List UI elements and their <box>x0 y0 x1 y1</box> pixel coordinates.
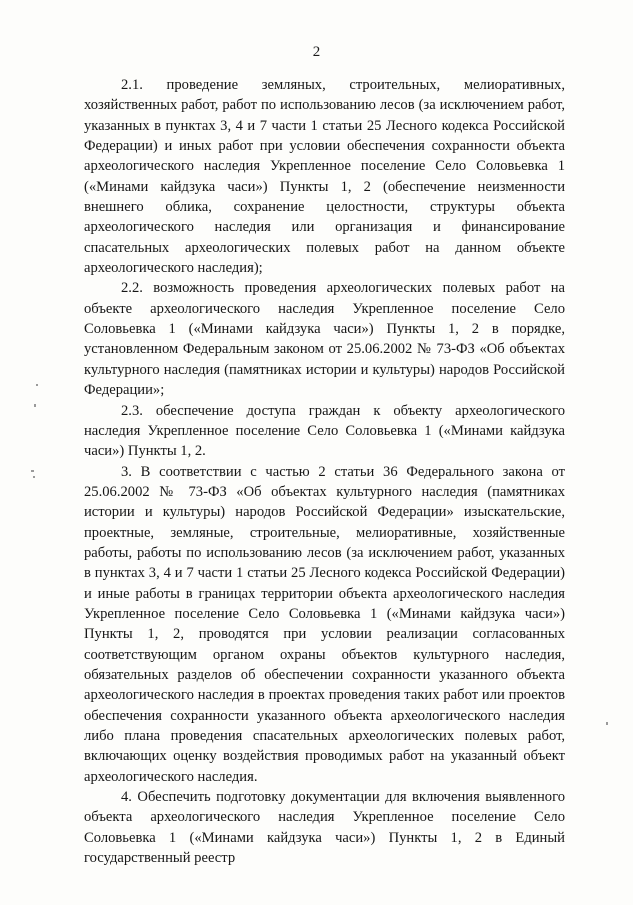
page-number: 2 <box>312 44 321 60</box>
paragraph-2-3: 2.3. обеспечение доступа граждан к объекту археологического наследия Укрепленное поселение Село Соловьевка 1 («Минами кайдзука часи») Пункты 1, 2. <box>84 402 565 460</box>
scan-artifact <box>31 470 34 472</box>
scan-artifact <box>34 404 36 407</box>
scan-artifact <box>36 384 38 386</box>
paragraph-4: 4. Обеспечить подготовку документации для включения выявленного объекта археологического наследия Укрепленное поселение Село Соловьевка 1 («Минами кайдзука часи») Пункты 1, 2 в Единый государственный реестр <box>84 789 565 867</box>
scan-artifact <box>606 722 608 725</box>
paragraph-2-2: 2.2. возможность проведения археологических полевых работ на объекте археологического наследия Укрепленное поселение Село Соловьевка 1 («Минами кайдзука часи») Пункты 1, 2 в порядке, установленном Федеральным законом от 25.06.2002 № 73-ФЗ «Об объектах культурного наследия (памятниках истории и культуры) народов Российской Федерации»; <box>84 280 565 399</box>
scan-artifact <box>33 476 35 478</box>
document-body <box>84 75 565 868</box>
paragraph-2-1: 2.1. проведение земляных, строительных, мелиоративных, хозяйственных работ, работ по использованию лесов (за исключением работ, указанных в пунктах 3, 4 и 7 части 1 статьи 25 Лесного кодекса Российской Федерации) и иных работ при условии обеспечения сохранности объекта археологического наследия Укрепленное поселение Село Соловьевка 1 («Минами кайдзука часи») Пункты 1, 2 (обеспечение неизменности внешнего облика, сохранение целостности, структуры объекта археологического наследия или организация и финансирование спасательных археологических полевых работ на данном объекте археологического наследия); <box>84 77 565 277</box>
paragraph-3: 3. В соответствии с частью 2 статьи 36 Федерального закона от 25.06.2002 № 73-ФЗ «Об объектах культурного наследия (памятниках истории и культуры) народов Российской Федерации» изыскательские, проектные, земляные, строительные, мелиоративные, хозяйственные работы, работы по использованию лесов (за исключением работ, указанных в пунктах 3, 4 и 7 части 1 статьи 25 Лесного кодекса Российской Федерации) и иные работы в границах территории объекта археологического наследия Укрепленное поселение Село Соловьевка 1 («Минами кайдзука часи») Пункты 1, 2, проводятся при условии реализации согласованных соответствующим органом охраны объектов культурного наследия, обязательных разделов об обеспечении сохранности указанного объекта археологического наследия в проектах проведения таких работ или проектов обеспечения сохранности указанного объекта археологического наследия либо плана проведения спасательных археологических полевых работ, включающих оценку воздействия проводимых работ на указанный объект археологического наследия. <box>84 463 565 785</box>
